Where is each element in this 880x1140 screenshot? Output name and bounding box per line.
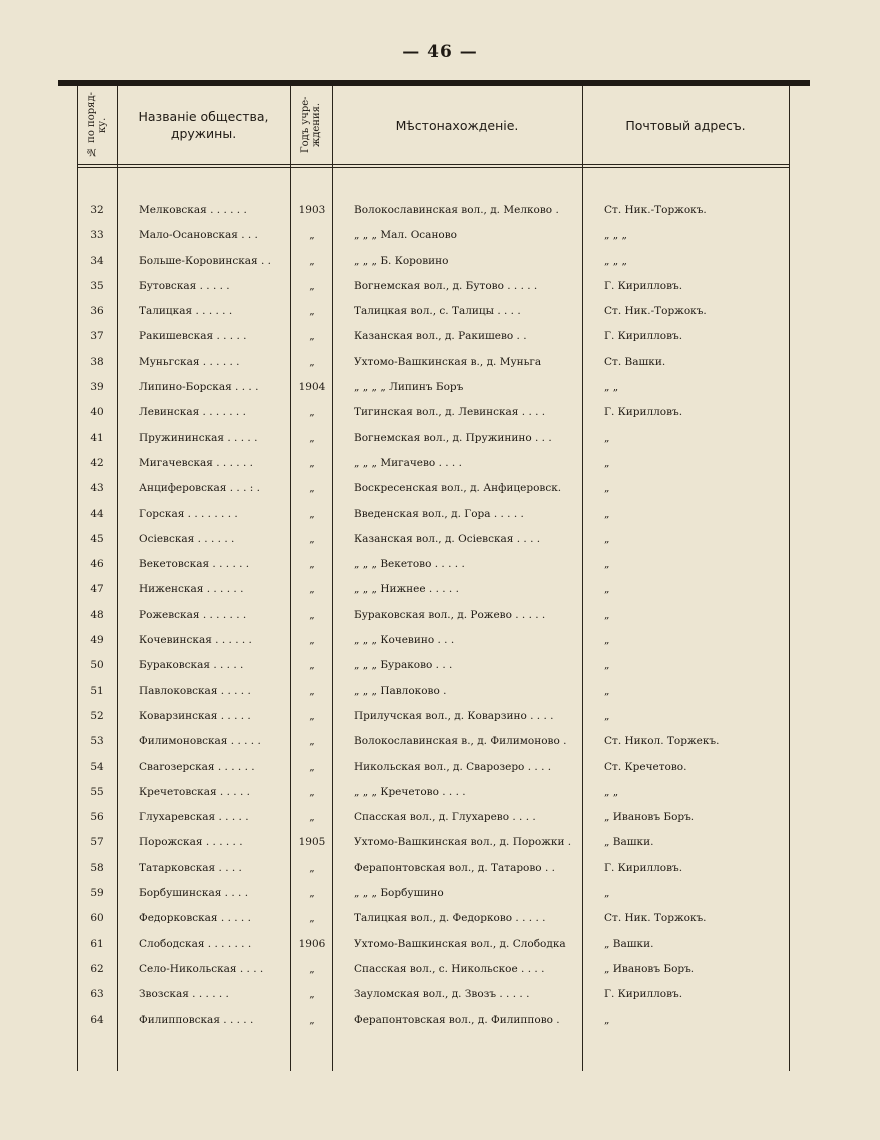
location: Тигинская вол., д. Левинская . . . .: [354, 406, 546, 419]
header-postal: [582, 86, 789, 164]
table-row: [77, 856, 790, 881]
postal-address: „ „ „: [604, 229, 627, 242]
founding-year: „: [309, 608, 315, 621]
postal-address: „: [604, 634, 610, 647]
location: Ухтомо-Вашкинская в., д. Муньга: [354, 355, 542, 368]
table-row: [77, 805, 790, 830]
society-name: Кречетовская . . . . .: [139, 785, 250, 798]
table-row: [77, 577, 790, 602]
society-name: Талицкая . . . . . .: [139, 305, 233, 318]
row-number: 41: [90, 431, 104, 444]
location: Бураковская вол., д. Рожево . . . . .: [354, 608, 546, 621]
founding-year: „: [309, 735, 315, 748]
table-row: [77, 957, 790, 982]
row-number: 34: [90, 254, 104, 267]
society-name: Татарковская . . . .: [139, 861, 242, 874]
location: Вогнемская вол., д. Бутово . . . . .: [354, 279, 538, 292]
postal-address: Ст. Ник.-Торжокъ.: [604, 305, 707, 318]
society-name: Филипповская . . . . .: [139, 1013, 254, 1026]
row-number: 45: [90, 532, 104, 545]
table-row: [77, 502, 790, 527]
society-name: Горская . . . . . . . .: [139, 507, 238, 520]
society-name: Больше-Коровинская . .: [139, 254, 272, 267]
table-row: [77, 552, 790, 577]
table-row: [77, 274, 790, 299]
row-number: 58: [90, 861, 104, 874]
table-row: [77, 324, 790, 349]
postal-address: Г. Кирилловъ.: [604, 406, 683, 419]
row-number: 48: [90, 608, 104, 621]
row-number: 33: [90, 229, 104, 242]
society-name: Мигачевская . . . . . .: [139, 456, 253, 469]
society-name: Осіевская . . . . . .: [139, 532, 235, 545]
society-name: Анциферовская . . . : .: [139, 482, 260, 495]
postal-address: Ст. Ник. Торжокъ.: [604, 912, 707, 925]
table-row: [77, 755, 790, 780]
location: „ „ „ „ Липинъ Боръ: [354, 381, 464, 394]
row-number: 59: [90, 887, 104, 900]
table-row: [77, 830, 790, 855]
row-number: 42: [90, 456, 104, 469]
row-number: 39: [90, 381, 104, 394]
postal-address: „ Вашки.: [604, 836, 654, 849]
location: „ „ „ Павлоково .: [354, 684, 447, 697]
founding-year: „: [309, 355, 315, 368]
founding-year: „: [309, 785, 315, 798]
location: Талицкая вол., д. Федорково . . . . .: [354, 912, 546, 925]
postal-address: Г. Кирилловъ.: [604, 330, 683, 343]
location: Введенская вол., д. Гора . . . . .: [354, 507, 524, 520]
postal-address: „ „ „: [604, 254, 627, 267]
postal-address: Ст. Ник.-Торжокъ.: [604, 204, 707, 216]
postal-address: Г. Кирилловъ.: [604, 279, 683, 292]
row-number: 47: [90, 583, 104, 596]
row-number: 36: [90, 305, 104, 318]
row-number: 52: [90, 709, 104, 722]
postal-address: „: [604, 608, 610, 621]
societies-table: [77, 86, 790, 1071]
founding-year: „: [309, 305, 315, 318]
society-name: Глухаревская . . . . .: [139, 811, 249, 824]
table-row: [77, 400, 790, 425]
postal-address: „: [604, 507, 610, 520]
table-row: [77, 906, 790, 931]
row-number: 62: [90, 962, 104, 975]
location: Спасская вол., с. Никольское . . . .: [354, 962, 545, 975]
table-row: [77, 299, 790, 324]
row-number: 57: [90, 836, 104, 849]
location: Зауломская вол., д. Звозъ . . . . .: [354, 988, 530, 1001]
location: Ферапонтовская вол., д. Филиппово .: [354, 1013, 560, 1026]
location: Воскресенская вол., д. Анфицеровск.: [354, 482, 562, 495]
founding-year: „: [309, 279, 315, 292]
postal-address: „: [604, 684, 610, 697]
society-name: Мелковская . . . . . .: [139, 204, 247, 216]
founding-year: „: [309, 507, 315, 520]
row-number: 49: [90, 634, 104, 647]
society-name: Порожская . . . . . .: [139, 836, 243, 849]
header-postal-text: Почтовый адресъ.: [625, 117, 746, 133]
postal-address: „ Вашки.: [604, 937, 654, 950]
postal-address: „: [604, 482, 610, 495]
row-number: 55: [90, 785, 104, 798]
table-row: [77, 1008, 790, 1033]
location: „ „ „ Мал. Осаново: [354, 229, 457, 242]
row-number: 40: [90, 406, 104, 419]
postal-address: Г. Кирилловъ.: [604, 861, 683, 874]
table-row: [77, 527, 790, 552]
society-name: Коварзинская . . . . .: [139, 709, 251, 722]
table-row: [77, 223, 790, 248]
founding-year: „: [309, 583, 315, 596]
society-name: Кочевинская . . . . . .: [139, 634, 252, 647]
postal-address: „ „: [604, 381, 619, 394]
location: Вогнемская вол., д. Пружинино . . .: [354, 431, 552, 444]
location: Ухтомо-Вашкинская вол., д. Слободка: [354, 937, 566, 950]
founding-year: „: [309, 962, 315, 975]
location: Казанская вол., д. Ракишево . .: [354, 330, 527, 343]
location: „ „ „ Кочевино . . .: [354, 634, 455, 647]
table-row: [77, 881, 790, 906]
location: Никольская вол., д. Сварозеро . . . .: [354, 760, 552, 773]
row-number: 64: [90, 1013, 104, 1026]
header-divider: [77, 167, 790, 168]
table-row: [77, 653, 790, 678]
founding-year: „: [309, 988, 315, 1001]
location: „ „ „ Нижнее . . . . .: [354, 583, 459, 596]
location: „ „ „ Векетово . . . . .: [354, 558, 465, 571]
postal-address: „: [604, 558, 610, 571]
society-name: Рожевская . . . . . . .: [139, 608, 247, 621]
founding-year: „: [309, 887, 315, 900]
header-num: [77, 86, 117, 164]
location: „ „ „ Мигачево . . . .: [354, 456, 462, 469]
row-number: 61: [90, 937, 104, 950]
society-name: Павлоковская . . . . .: [139, 684, 251, 697]
table-row: [77, 451, 790, 476]
postal-address: „: [604, 532, 610, 545]
society-name: Бураковская . . . . .: [139, 659, 244, 672]
founding-year: „: [309, 456, 315, 469]
society-name: Свarозерская . . . . . .: [139, 760, 255, 773]
society-name: Слободская . . . . . . .: [139, 937, 252, 950]
founding-year: 1903: [298, 204, 326, 216]
founding-year: 1904: [298, 381, 326, 394]
founding-year: „: [309, 760, 315, 773]
society-name: Пружининская . . . . .: [139, 431, 258, 444]
founding-year: „: [309, 558, 315, 571]
society-name: Ниженская . . . . . .: [139, 583, 244, 596]
founding-year: „: [309, 431, 315, 444]
society-name: Мало-Осановская . . .: [139, 229, 258, 242]
postal-address: „: [604, 431, 610, 444]
location: „ „ „ Борбушино: [354, 887, 444, 900]
postal-address: „: [604, 583, 610, 596]
table-row: [77, 628, 790, 653]
row-number: 38: [90, 355, 104, 368]
row-number: 50: [90, 659, 104, 672]
postal-address: „: [604, 1013, 610, 1026]
society-name: Звозская . . . . . .: [139, 988, 229, 1001]
founding-year: „: [309, 709, 315, 722]
table-row: [77, 249, 790, 274]
founding-year: „: [309, 684, 315, 697]
table-row: [77, 375, 790, 400]
row-number: 56: [90, 811, 104, 824]
table-row: [77, 198, 790, 223]
location: Ферапонтовская вол., д. Татарово . .: [354, 861, 555, 874]
society-name: Муньгская . . . . . .: [139, 355, 240, 368]
row-number: 35: [90, 279, 104, 292]
location: Ухтомо-Вашкинская вол., д. Порожки .: [354, 836, 572, 849]
row-number: 37: [90, 330, 104, 343]
founding-year: „: [309, 482, 315, 495]
row-number: 53: [90, 735, 104, 748]
row-number: 63: [90, 988, 104, 1001]
society-name: Липино-Борская . . . .: [139, 381, 259, 394]
table-row: [77, 932, 790, 957]
location: Казанская вол., д. Осіевская . . . .: [354, 532, 541, 545]
header-num-text: № по поряд-ку.: [86, 92, 108, 158]
founding-year: „: [309, 811, 315, 824]
society-name: Филимоновская . . . . .: [139, 735, 261, 748]
table-header: [77, 86, 790, 165]
postal-address: „ Ивановъ Боръ.: [604, 962, 695, 975]
header-name: [117, 86, 290, 164]
row-number: 60: [90, 912, 104, 925]
location: Спасская вол., д. Глухарево . . . .: [354, 811, 536, 824]
table-row: [77, 350, 790, 375]
postal-address: „ Ивановъ Боръ.: [604, 811, 695, 824]
location: Прилучская вол., д. Коварзино . . . .: [354, 709, 554, 722]
header-location-text: Мѣстонахожденіе.: [395, 117, 519, 133]
table-row: [77, 476, 790, 501]
location: Талицкая вол., с. Талицы . . . .: [354, 305, 521, 318]
row-number: 54: [90, 760, 104, 773]
society-name: Векетовская . . . . . .: [139, 558, 250, 571]
header-year: [290, 86, 332, 164]
postal-address: „: [604, 887, 610, 900]
founding-year: „: [309, 634, 315, 647]
postal-address: „: [604, 456, 610, 469]
header-year-text: Годъ учре-ждения.: [300, 96, 322, 154]
postal-address: „: [604, 709, 610, 722]
founding-year: „: [309, 659, 315, 672]
postal-address: Ст. Никол. Торжекъ.: [604, 735, 720, 748]
society-name: Федорковская . . . . .: [139, 912, 251, 925]
postal-address: „: [604, 659, 610, 672]
founding-year: „: [309, 330, 315, 343]
page-number: — 46 —: [402, 42, 478, 62]
table-row: [77, 679, 790, 704]
table-row: [77, 780, 790, 805]
location: Волокославинская вол., д. Мелково .: [354, 204, 559, 216]
society-name: Борбушинская . . . .: [139, 887, 249, 900]
society-name: Бутовская . . . . .: [139, 279, 230, 292]
location: „ „ „ Бураково . . .: [354, 659, 453, 672]
postal-address: Ст. Вашки.: [604, 355, 666, 368]
founding-year: 1906: [298, 937, 326, 950]
table-row: [77, 426, 790, 451]
location: Волокославинская в., д. Филимоново .: [354, 735, 567, 748]
row-number: 51: [90, 684, 104, 697]
society-name: Ракишевская . . . . .: [139, 330, 247, 343]
founding-year: „: [309, 912, 315, 925]
society-name: Село-Никольская . . . .: [139, 962, 264, 975]
founding-year: „: [309, 532, 315, 545]
header-name-text: Названіе общества, дружины.: [138, 109, 269, 141]
location: „ „ „ Кречетово . . . .: [354, 785, 466, 798]
society-name: Левинская . . . . . . .: [139, 406, 246, 419]
header-location: [332, 86, 582, 164]
location: „ „ „ Б. Коровино: [354, 254, 449, 267]
row-number: 44: [90, 507, 104, 520]
founding-year: „: [309, 406, 315, 419]
row-number: 43: [90, 482, 104, 495]
founding-year: 1905: [298, 836, 326, 849]
founding-year: „: [309, 254, 315, 267]
table-row: [77, 982, 790, 1007]
postal-address: „ „: [604, 785, 619, 798]
table-row: [77, 603, 790, 628]
row-number: 32: [90, 204, 104, 216]
table-row: [77, 704, 790, 729]
founding-year: „: [309, 861, 315, 874]
postal-address: Г. Кирилловъ.: [604, 988, 683, 1001]
postal-address: Ст. Кречетово.: [604, 760, 687, 773]
founding-year: „: [309, 1013, 315, 1026]
table-row: [77, 729, 790, 754]
row-number: 46: [90, 558, 104, 571]
table-body: [77, 198, 790, 1033]
founding-year: „: [309, 229, 315, 242]
